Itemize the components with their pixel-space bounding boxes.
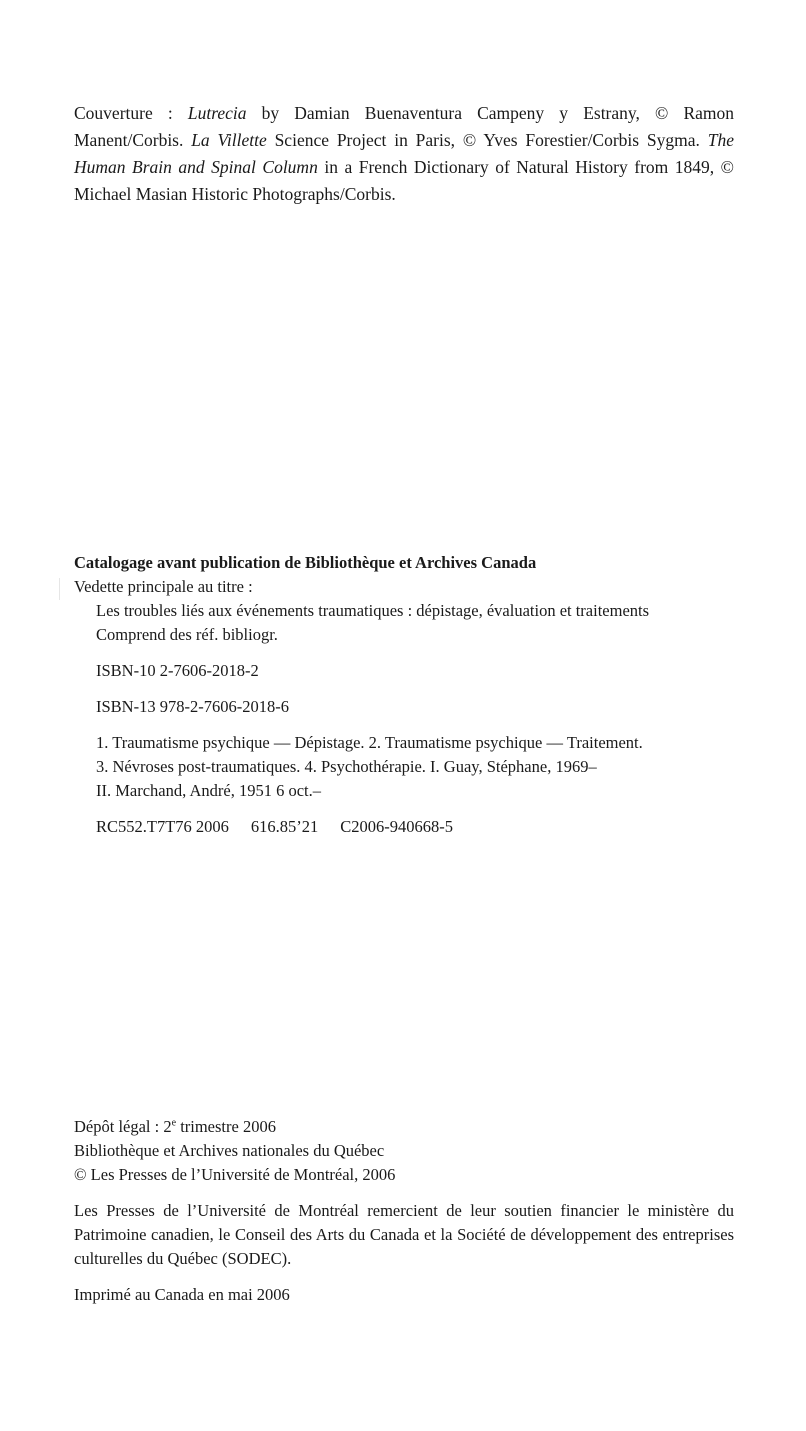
lc-call-number: RC552.T7T76 2006 <box>96 817 229 836</box>
cover-work-title-2: La Villette <box>191 130 267 150</box>
cover-work-credit-3: in a French Dictionary of Natural History from 1849, © Michael Masian Historic Photographs/Corbis. <box>74 157 734 204</box>
national-library: Bibliothèque et Archives nationales du Québec <box>74 1141 385 1160</box>
printing-notice: Imprimé au Canada en mai 2006 <box>74 1285 290 1304</box>
cover-credit-text <box>74 100 734 208</box>
margin-rule <box>59 578 60 600</box>
legal-deposit-prefix: Dépôt légal : 2 <box>74 1117 172 1136</box>
funding-acknowledgement: Les Presses de l’Université de Montréal remercient de leur soutien financier le ministère du Patrimoine canadien, le Conseil des Arts du Canada et la Société de développement des entreprises culturelles du Québec (SODEC). <box>74 1201 734 1268</box>
subject-line: 1. Traumatisme psychique — Dépistage. 2. Traumatisme psychique — Traitement. <box>96 733 643 752</box>
legal-deposit-superscript: e <box>171 1117 177 1129</box>
cover-credit-label: Couverture : <box>74 103 188 123</box>
legal-deposit-suffix: trimestre 2006 <box>176 1117 276 1136</box>
cataloguing-heading: Catalogage avant publication de Bibliothèque et Archives Canada <box>74 553 537 572</box>
legal-block <box>74 1115 734 1307</box>
subject-headings <box>96 731 734 803</box>
cover-work-credit-1: by Damian Buenaventura Campeny y Estrany, © Ramon Manent/Corbis. <box>74 103 734 150</box>
isbn-10: ISBN-10 2-7606-2018-2 <box>96 661 259 680</box>
copyright-notice: © Les Presses de l’Université de Montréal, 2006 <box>74 1165 396 1184</box>
cover-credit <box>74 100 734 208</box>
legal-deposit <box>74 1115 734 1139</box>
subject-line: 3. Névroses post-traumatiques. 4. Psychothérapie. I. Guay, Stéphane, 1969– <box>96 757 597 776</box>
isbn-13: ISBN-13 978-2-7606-2018-6 <box>96 697 289 716</box>
book-title: Les troubles liés aux événements traumatiques : dépistage, évaluation et traitements <box>96 601 650 620</box>
cataloguing-block <box>74 551 734 839</box>
main-entry-label: Vedette principale au titre : <box>74 577 253 596</box>
canadiana-number: C2006-940668-5 <box>340 817 454 836</box>
bibliography-note: Comprend des réf. bibliogr. <box>96 625 278 644</box>
cover-work-title-3: The Human Brain and Spinal Column <box>74 130 734 177</box>
dewey-number: 616.85’21 <box>250 817 319 836</box>
cover-work-title-1: Lutrecia <box>187 103 247 123</box>
subject-line: II. Marchand, André, 1951 6 oct.– <box>96 781 321 800</box>
cover-work-credit-2: Science Project in Paris, © Yves Forestier/Corbis Sygma. <box>266 130 708 150</box>
classification-numbers <box>96 815 734 839</box>
